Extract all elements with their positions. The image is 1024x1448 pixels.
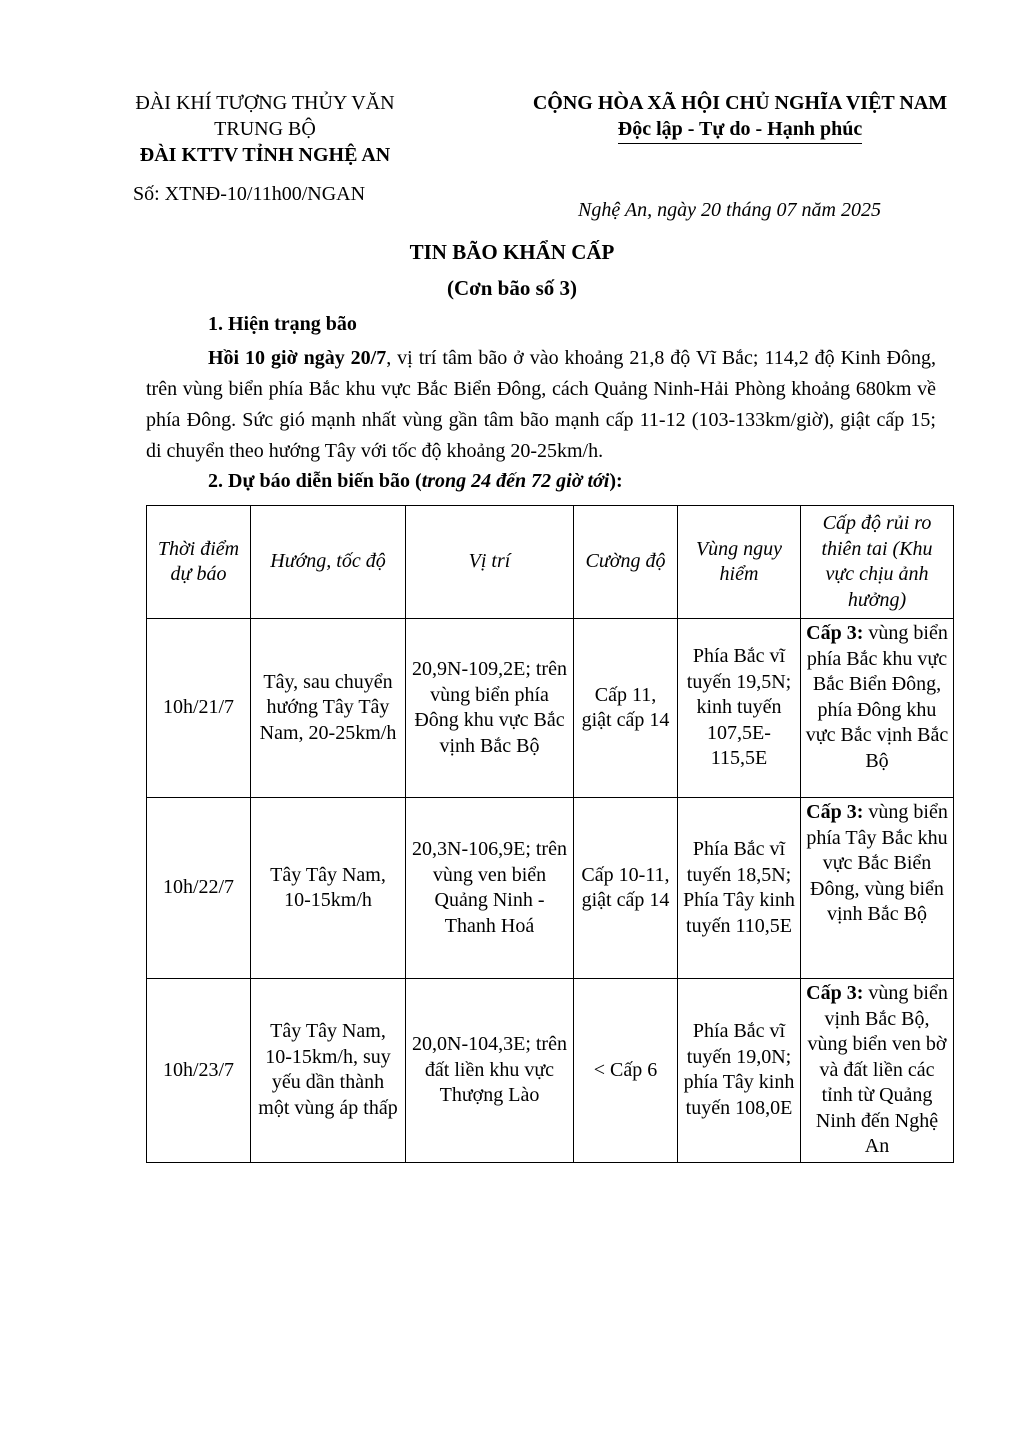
national-motto: Độc lập - Tự do - Hạnh phúc	[618, 116, 862, 144]
cell-time: 10h/22/7	[147, 798, 251, 979]
document-subtitle: (Cơn bão số 3)	[446, 276, 578, 300]
section-2-heading-italic: trong 24 đến 72 giờ tới	[421, 470, 610, 492]
section-2-heading-end: ):	[609, 470, 623, 492]
column-header-danger-zone: Vùng nguy hiểm	[678, 506, 801, 619]
table-header-row	[147, 506, 954, 619]
agency-line-3: ĐÀI KTTV TỈNH NGHỆ AN	[139, 144, 391, 166]
column-header-position: Vị trí	[406, 506, 574, 619]
risk-level: Cấp 3:	[806, 622, 864, 644]
risk-level: Cấp 3:	[806, 982, 864, 1004]
risk-area: vùng biển phía Tây Bắc khu vực Bắc Biển Đông, vùng biển vịnh Bắc Bộ	[806, 801, 948, 925]
table-row	[147, 979, 954, 1163]
column-header-direction: Hướng, tốc độ	[251, 506, 406, 619]
section-1-heading: 1. Hiện trạng bão	[208, 313, 357, 335]
cell-position: 20,9N-109,2E; trên vùng biển phía Đông khu vực Bắc vịnh Bắc Bộ	[406, 619, 574, 798]
risk-area: vùng biển phía Bắc khu vực Bắc Biển Đông, phía Đông khu vực Bắc vịnh Bắc Bộ	[805, 622, 949, 772]
cell-intensity: < Cấp 6	[574, 979, 678, 1163]
country-header	[500, 90, 980, 144]
document-date: Nghệ An, ngày 20 tháng 07 năm 2025	[578, 199, 881, 221]
cell-time: 10h/21/7	[147, 619, 251, 798]
cell-time: 10h/23/7	[147, 979, 251, 1163]
cell-direction: Tây Tây Nam, 10-15km/h, suy yếu dần thành một vùng áp thấp	[251, 979, 406, 1163]
section-2-heading-start: 2. Dự báo diễn biến bão (	[208, 470, 422, 492]
table-row	[147, 619, 954, 798]
section-1-body: , vị trí tâm bão ở vào khoảng 21,8 độ Vĩ Bắc; 114,2 độ Kinh Đông, trên vùng biển phía Bắc khu vực Bắc Biển Đông, cách Quảng Ninh-Hải Phòng khoảng 680km về phía Đông. Sức gió mạnh nhất vùng gần tâm bão mạnh cấp 11-12 (103-133km/giờ), giật cấp 15; di chuyển theo hướng Tây với tốc độ khoảng 20-25km/h.	[146, 347, 936, 462]
document-number: Số: XTNĐ-10/11h00/NGAN	[133, 183, 366, 205]
column-header-time: Thời điểm dự báo	[147, 506, 251, 619]
forecast-table	[146, 505, 954, 1163]
cell-position: 20,3N-106,9E; trên vùng ven biển Quảng Ninh - Thanh Hoá	[406, 798, 574, 979]
cell-danger-zone: Phía Bắc vĩ tuyến 19,0N; phía Tây kinh tuyến 108,0E	[678, 979, 801, 1163]
agency-line-1: ĐÀI KHÍ TƯỢNG THỦY VĂN	[135, 92, 395, 114]
column-header-intensity: Cường độ	[574, 506, 678, 619]
cell-intensity: Cấp 11, giật cấp 14	[574, 619, 678, 798]
section-2-heading	[208, 470, 623, 493]
risk-level: Cấp 3:	[806, 801, 864, 823]
cell-direction: Tây Tây Nam, 10-15km/h	[251, 798, 406, 979]
cell-danger-zone: Phía Bắc vĩ tuyến 19,5N; kinh tuyến 107,5E-115,5E	[678, 619, 801, 798]
cell-position: 20,0N-104,3E; trên đất liền khu vực Thượng Lào	[406, 979, 574, 1163]
cell-risk	[801, 798, 954, 979]
cell-danger-zone: Phía Bắc vĩ tuyến 18,5N; Phía Tây kinh tuyến 110,5E	[678, 798, 801, 979]
table-row	[147, 798, 954, 979]
cell-risk	[801, 979, 954, 1163]
document-title: TIN BÃO KHẨN CẤP	[409, 240, 615, 264]
column-header-risk-level: Cấp độ rủi ro thiên tai (Khu vực chịu ảnh hưởng)	[801, 506, 954, 619]
section-1-paragraph	[146, 343, 936, 467]
cell-risk	[801, 619, 954, 798]
country-name: CỘNG HÒA XÃ HỘI CHỦ NGHĨA VIỆT NAM	[532, 92, 948, 114]
section-1-lead: Hồi 10 giờ ngày 20/7	[208, 347, 387, 369]
agency-line-2: TRUNG BỘ	[214, 118, 316, 140]
agency-header	[100, 90, 430, 168]
cell-intensity: Cấp 10-11, giật cấp 14	[574, 798, 678, 979]
cell-direction: Tây, sau chuyển hướng Tây Tây Nam, 20-25km/h	[251, 619, 406, 798]
risk-area: vùng biển vịnh Bắc Bộ, vùng biển ven bờ và đất liền các tỉnh từ Quảng Ninh đến Nghệ An	[807, 982, 948, 1157]
